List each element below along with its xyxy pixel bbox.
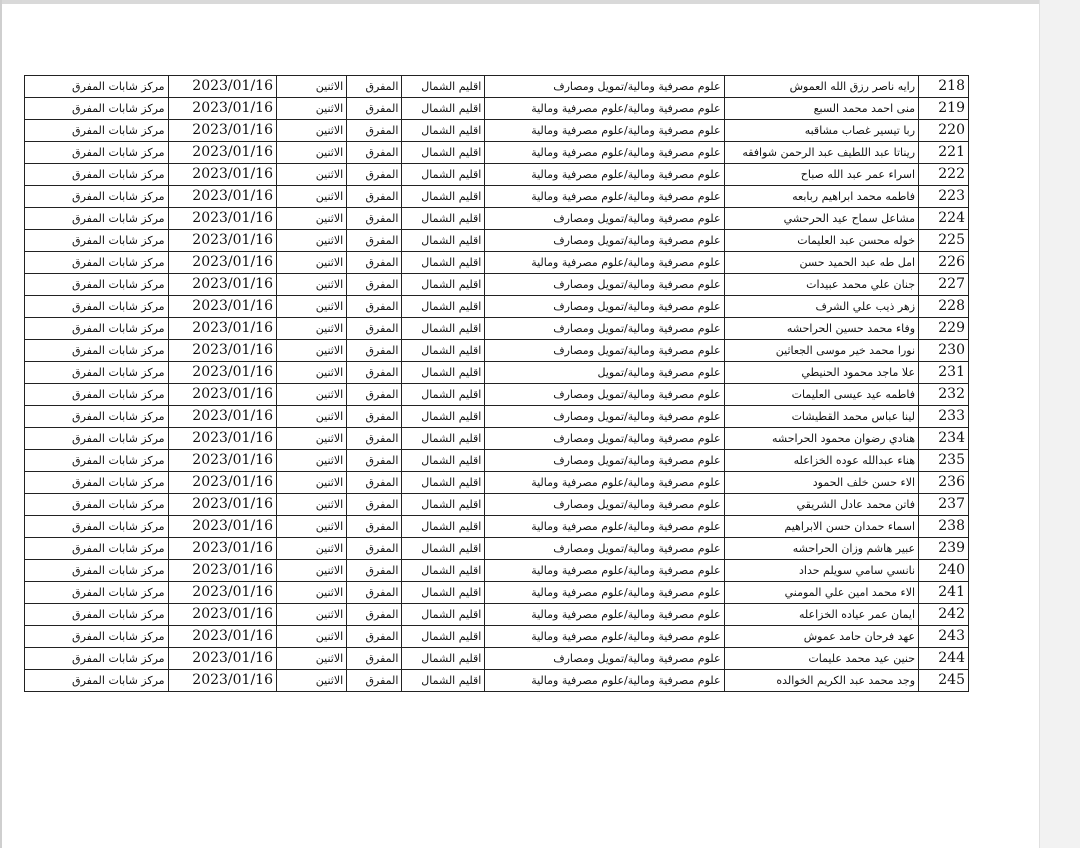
student-name-cell: حنين عيد محمد عليمات: [724, 648, 919, 670]
specialty-cell: علوم مصرفية ومالية/تمويل ومصارف: [485, 494, 724, 516]
exam-date-cell: 2023/01/16: [168, 626, 276, 648]
region-cell: اقليم الشمال: [402, 142, 485, 164]
exam-day-cell: الاثنين: [277, 296, 347, 318]
row-number-cell: 244: [919, 648, 969, 670]
exam-day-cell: الاثنين: [277, 340, 347, 362]
exam-day-cell: الاثنين: [277, 208, 347, 230]
specialty-cell: علوم مصرفية ومالية/علوم مصرفية ومالية: [485, 626, 724, 648]
region-cell: اقليم الشمال: [402, 538, 485, 560]
specialty-cell: علوم مصرفية ومالية/علوم مصرفية ومالية: [485, 120, 724, 142]
row-number-cell: 237: [919, 494, 969, 516]
exam-date-cell: 2023/01/16: [168, 560, 276, 582]
row-number-cell: 236: [919, 472, 969, 494]
region-cell: اقليم الشمال: [402, 230, 485, 252]
student-name-cell: منى احمد محمد السبع: [724, 98, 919, 120]
exam-day-cell: الاثنين: [277, 318, 347, 340]
specialty-cell: علوم مصرفية ومالية/تمويل ومصارف: [485, 428, 724, 450]
exam-day-cell: الاثنين: [277, 670, 347, 692]
exam-date-cell: 2023/01/16: [168, 76, 276, 98]
table-row: [25, 340, 969, 362]
specialty-cell: علوم مصرفية ومالية/علوم مصرفية ومالية: [485, 142, 724, 164]
row-number-cell: 220: [919, 120, 969, 142]
exam-date-cell: 2023/01/16: [168, 252, 276, 274]
exam-day-cell: الاثنين: [277, 494, 347, 516]
city-cell: المفرق: [347, 428, 402, 450]
exam-date-cell: 2023/01/16: [168, 340, 276, 362]
exam-center-cell: مركز شابات المفرق: [25, 208, 169, 230]
exam-day-cell: الاثنين: [277, 362, 347, 384]
specialty-cell: علوم مصرفية ومالية/علوم مصرفية ومالية: [485, 516, 724, 538]
city-cell: المفرق: [347, 296, 402, 318]
exam-center-cell: مركز شابات المفرق: [25, 670, 169, 692]
exam-date-cell: 2023/01/16: [168, 582, 276, 604]
student-name-cell: فاتن محمد عادل الشريقي: [724, 494, 919, 516]
specialty-cell: علوم مصرفية ومالية/تمويل ومصارف: [485, 274, 724, 296]
student-name-cell: رايه ناصر رزق الله العموش: [724, 76, 919, 98]
specialty-cell: علوم مصرفية ومالية/علوم مصرفية ومالية: [485, 670, 724, 692]
student-name-cell: ربا تيسير غصاب مشاقبه: [724, 120, 919, 142]
city-cell: المفرق: [347, 230, 402, 252]
region-cell: اقليم الشمال: [402, 582, 485, 604]
row-number-cell: 225: [919, 230, 969, 252]
exam-day-cell: الاثنين: [277, 648, 347, 670]
exam-center-cell: مركز شابات المفرق: [25, 186, 169, 208]
region-cell: اقليم الشمال: [402, 98, 485, 120]
exam-day-cell: الاثنين: [277, 98, 347, 120]
exam-day-cell: الاثنين: [277, 186, 347, 208]
city-cell: المفرق: [347, 98, 402, 120]
city-cell: المفرق: [347, 274, 402, 296]
row-number-cell: 239: [919, 538, 969, 560]
city-cell: المفرق: [347, 560, 402, 582]
table-row: [25, 296, 969, 318]
row-number-cell: 243: [919, 626, 969, 648]
table-row: [25, 450, 969, 472]
region-cell: اقليم الشمال: [402, 670, 485, 692]
table-row: [25, 626, 969, 648]
region-cell: اقليم الشمال: [402, 450, 485, 472]
exam-day-cell: الاثنين: [277, 406, 347, 428]
exam-date-cell: 2023/01/16: [168, 98, 276, 120]
student-name-cell: عبير هاشم وزان الحراحشه: [724, 538, 919, 560]
city-cell: المفرق: [347, 406, 402, 428]
specialty-cell: علوم مصرفية ومالية/تمويل ومصارف: [485, 406, 724, 428]
specialty-cell: علوم مصرفية ومالية/علوم مصرفية ومالية: [485, 98, 724, 120]
exam-center-cell: مركز شابات المفرق: [25, 406, 169, 428]
exam-center-cell: مركز شابات المفرق: [25, 76, 169, 98]
table-row: [25, 208, 969, 230]
row-number-cell: 232: [919, 384, 969, 406]
student-name-cell: مشاعل سماح عيد الحرحشي: [724, 208, 919, 230]
row-number-cell: 230: [919, 340, 969, 362]
region-cell: اقليم الشمال: [402, 340, 485, 362]
exam-center-cell: مركز شابات المفرق: [25, 142, 169, 164]
exam-center-cell: مركز شابات المفرق: [25, 516, 169, 538]
student-name-cell: عهد فرحان حامد عموش: [724, 626, 919, 648]
city-cell: المفرق: [347, 604, 402, 626]
region-cell: اقليم الشمال: [402, 604, 485, 626]
specialty-cell: علوم مصرفية ومالية/تمويل ومصارف: [485, 340, 724, 362]
city-cell: المفرق: [347, 582, 402, 604]
region-cell: اقليم الشمال: [402, 648, 485, 670]
row-number-cell: 221: [919, 142, 969, 164]
row-number-cell: 231: [919, 362, 969, 384]
specialty-cell: علوم مصرفية ومالية/علوم مصرفية ومالية: [485, 472, 724, 494]
city-cell: المفرق: [347, 670, 402, 692]
row-number-cell: 222: [919, 164, 969, 186]
exam-day-cell: الاثنين: [277, 472, 347, 494]
student-name-cell: علا ماجد محمود الحنيطي: [724, 362, 919, 384]
exam-day-cell: الاثنين: [277, 428, 347, 450]
city-cell: المفرق: [347, 516, 402, 538]
region-cell: اقليم الشمال: [402, 362, 485, 384]
table-row: [25, 472, 969, 494]
row-number-cell: 238: [919, 516, 969, 538]
student-name-cell: نانسي سامي سويلم حداد: [724, 560, 919, 582]
city-cell: المفرق: [347, 450, 402, 472]
table-row: [25, 648, 969, 670]
exam-date-cell: 2023/01/16: [168, 142, 276, 164]
exam-center-cell: مركز شابات المفرق: [25, 318, 169, 340]
student-name-cell: امل طه عبد الحميد حسن: [724, 252, 919, 274]
student-name-cell: هناء عبدالله عوده الخزاعله: [724, 450, 919, 472]
exam-day-cell: الاثنين: [277, 560, 347, 582]
exam-center-cell: مركز شابات المفرق: [25, 252, 169, 274]
region-cell: اقليم الشمال: [402, 208, 485, 230]
roster-table: [24, 75, 969, 692]
exam-center-cell: مركز شابات المفرق: [25, 626, 169, 648]
exam-center-cell: مركز شابات المفرق: [25, 604, 169, 626]
city-cell: المفرق: [347, 384, 402, 406]
table-row: [25, 494, 969, 516]
exam-date-cell: 2023/01/16: [168, 472, 276, 494]
student-name-cell: لينا عباس محمد القطيشات: [724, 406, 919, 428]
exam-day-cell: الاثنين: [277, 582, 347, 604]
student-name-cell: خوله محسن عبد العليمات: [724, 230, 919, 252]
student-name-cell: الاء حسن خلف الحمود: [724, 472, 919, 494]
exam-day-cell: الاثنين: [277, 274, 347, 296]
region-cell: اقليم الشمال: [402, 164, 485, 186]
region-cell: اقليم الشمال: [402, 406, 485, 428]
table-row: [25, 516, 969, 538]
student-name-cell: اسراء عمر عبد الله صباح: [724, 164, 919, 186]
specialty-cell: علوم مصرفية ومالية/تمويل: [485, 362, 724, 384]
region-cell: اقليم الشمال: [402, 516, 485, 538]
city-cell: المفرق: [347, 362, 402, 384]
region-cell: اقليم الشمال: [402, 472, 485, 494]
city-cell: المفرق: [347, 76, 402, 98]
exam-center-cell: مركز شابات المفرق: [25, 98, 169, 120]
exam-center-cell: مركز شابات المفرق: [25, 494, 169, 516]
city-cell: المفرق: [347, 648, 402, 670]
row-number-cell: 241: [919, 582, 969, 604]
specialty-cell: علوم مصرفية ومالية/علوم مصرفية ومالية: [485, 560, 724, 582]
exam-day-cell: الاثنين: [277, 230, 347, 252]
specialty-cell: علوم مصرفية ومالية/تمويل ومصارف: [485, 538, 724, 560]
region-cell: اقليم الشمال: [402, 560, 485, 582]
row-number-cell: 240: [919, 560, 969, 582]
exam-center-cell: مركز شابات المفرق: [25, 560, 169, 582]
exam-day-cell: الاثنين: [277, 142, 347, 164]
exam-center-cell: مركز شابات المفرق: [25, 362, 169, 384]
exam-day-cell: الاثنين: [277, 252, 347, 274]
region-cell: اقليم الشمال: [402, 252, 485, 274]
region-cell: اقليم الشمال: [402, 186, 485, 208]
exam-date-cell: 2023/01/16: [168, 648, 276, 670]
table-row: [25, 186, 969, 208]
exam-center-cell: مركز شابات المفرق: [25, 428, 169, 450]
table-row: [25, 318, 969, 340]
city-cell: المفرق: [347, 208, 402, 230]
row-number-cell: 228: [919, 296, 969, 318]
table-row: [25, 76, 969, 98]
exam-date-cell: 2023/01/16: [168, 230, 276, 252]
exam-center-cell: مركز شابات المفرق: [25, 384, 169, 406]
city-cell: المفرق: [347, 142, 402, 164]
exam-date-cell: 2023/01/16: [168, 274, 276, 296]
exam-date-cell: 2023/01/16: [168, 164, 276, 186]
specialty-cell: علوم مصرفية ومالية/تمويل ومصارف: [485, 450, 724, 472]
table-row: [25, 164, 969, 186]
region-cell: اقليم الشمال: [402, 428, 485, 450]
row-number-cell: 218: [919, 76, 969, 98]
table-row: [25, 560, 969, 582]
specialty-cell: علوم مصرفية ومالية/تمويل ومصارف: [485, 648, 724, 670]
row-number-cell: 226: [919, 252, 969, 274]
specialty-cell: علوم مصرفية ومالية/علوم مصرفية ومالية: [485, 252, 724, 274]
exam-date-cell: 2023/01/16: [168, 208, 276, 230]
right-margin-shade: [1039, 0, 1080, 848]
student-name-cell: اسماء حمدان حسن الابراهيم: [724, 516, 919, 538]
specialty-cell: علوم مصرفية ومالية/تمويل ومصارف: [485, 384, 724, 406]
specialty-cell: علوم مصرفية ومالية/علوم مصرفية ومالية: [485, 604, 724, 626]
row-number-cell: 242: [919, 604, 969, 626]
region-cell: اقليم الشمال: [402, 494, 485, 516]
exam-day-cell: الاثنين: [277, 120, 347, 142]
region-cell: اقليم الشمال: [402, 120, 485, 142]
specialty-cell: علوم مصرفية ومالية/علوم مصرفية ومالية: [485, 582, 724, 604]
exam-date-cell: 2023/01/16: [168, 406, 276, 428]
exam-center-cell: مركز شابات المفرق: [25, 538, 169, 560]
exam-date-cell: 2023/01/16: [168, 516, 276, 538]
row-number-cell: 224: [919, 208, 969, 230]
row-number-cell: 245: [919, 670, 969, 692]
city-cell: المفرق: [347, 472, 402, 494]
table-row: [25, 384, 969, 406]
row-number-cell: 233: [919, 406, 969, 428]
exam-center-cell: مركز شابات المفرق: [25, 648, 169, 670]
city-cell: المفرق: [347, 626, 402, 648]
city-cell: المفرق: [347, 164, 402, 186]
table-row: [25, 428, 969, 450]
table-row: [25, 120, 969, 142]
student-name-cell: وفاء محمد حسين الحراحشه: [724, 318, 919, 340]
student-name-cell: زهر ذيب علي الشرف: [724, 296, 919, 318]
exam-date-cell: 2023/01/16: [168, 494, 276, 516]
region-cell: اقليم الشمال: [402, 274, 485, 296]
exam-day-cell: الاثنين: [277, 626, 347, 648]
table-row: [25, 230, 969, 252]
exam-date-cell: 2023/01/16: [168, 450, 276, 472]
specialty-cell: علوم مصرفية ومالية/تمويل ومصارف: [485, 296, 724, 318]
exam-day-cell: الاثنين: [277, 604, 347, 626]
exam-date-cell: 2023/01/16: [168, 384, 276, 406]
specialty-cell: علوم مصرفية ومالية/علوم مصرفية ومالية: [485, 164, 724, 186]
table-row: [25, 362, 969, 384]
row-number-cell: 235: [919, 450, 969, 472]
exam-center-cell: مركز شابات المفرق: [25, 450, 169, 472]
city-cell: المفرق: [347, 340, 402, 362]
left-border: [0, 0, 2, 848]
exam-center-cell: مركز شابات المفرق: [25, 296, 169, 318]
exam-day-cell: الاثنين: [277, 384, 347, 406]
exam-center-cell: مركز شابات المفرق: [25, 120, 169, 142]
exam-date-cell: 2023/01/16: [168, 186, 276, 208]
exam-date-cell: 2023/01/16: [168, 604, 276, 626]
exam-date-cell: 2023/01/16: [168, 120, 276, 142]
exam-center-cell: مركز شابات المفرق: [25, 274, 169, 296]
city-cell: المفرق: [347, 538, 402, 560]
table-row: [25, 274, 969, 296]
row-number-cell: 219: [919, 98, 969, 120]
specialty-cell: علوم مصرفية ومالية/تمويل ومصارف: [485, 230, 724, 252]
exam-center-cell: مركز شابات المفرق: [25, 230, 169, 252]
exam-center-cell: مركز شابات المفرق: [25, 164, 169, 186]
student-name-cell: فاطمه محمد ابراهيم ربابعه: [724, 186, 919, 208]
city-cell: المفرق: [347, 120, 402, 142]
student-name-cell: ريناتا عبد اللطيف عبد الرحمن شوافقه: [724, 142, 919, 164]
student-name-cell: جنان علي محمد عبيدات: [724, 274, 919, 296]
city-cell: المفرق: [347, 318, 402, 340]
top-border: [0, 0, 1040, 4]
table-row: [25, 670, 969, 692]
exam-date-cell: 2023/01/16: [168, 296, 276, 318]
exam-date-cell: 2023/01/16: [168, 670, 276, 692]
student-name-cell: وجد محمد عبد الكريم الخوالده: [724, 670, 919, 692]
city-cell: المفرق: [347, 494, 402, 516]
specialty-cell: علوم مصرفية ومالية/تمويل ومصارف: [485, 76, 724, 98]
exam-date-cell: 2023/01/16: [168, 318, 276, 340]
region-cell: اقليم الشمال: [402, 296, 485, 318]
table-row: [25, 538, 969, 560]
specialty-cell: علوم مصرفية ومالية/تمويل ومصارف: [485, 208, 724, 230]
roster-table-body: [25, 76, 969, 692]
row-number-cell: 223: [919, 186, 969, 208]
student-name-cell: فاطمه عيد عيسى العليمات: [724, 384, 919, 406]
region-cell: اقليم الشمال: [402, 318, 485, 340]
exam-day-cell: الاثنين: [277, 450, 347, 472]
table-row: [25, 142, 969, 164]
row-number-cell: 227: [919, 274, 969, 296]
row-number-cell: 234: [919, 428, 969, 450]
row-number-cell: 229: [919, 318, 969, 340]
student-name-cell: ايمان عمر عياده الخزاعله: [724, 604, 919, 626]
exam-date-cell: 2023/01/16: [168, 428, 276, 450]
exam-center-cell: مركز شابات المفرق: [25, 340, 169, 362]
exam-day-cell: الاثنين: [277, 164, 347, 186]
table-row: [25, 98, 969, 120]
exam-day-cell: الاثنين: [277, 516, 347, 538]
exam-date-cell: 2023/01/16: [168, 362, 276, 384]
specialty-cell: علوم مصرفية ومالية/علوم مصرفية ومالية: [485, 186, 724, 208]
city-cell: المفرق: [347, 252, 402, 274]
exam-day-cell: الاثنين: [277, 76, 347, 98]
exam-center-cell: مركز شابات المفرق: [25, 582, 169, 604]
student-name-cell: هنادي رضوان محمود الحراحشه: [724, 428, 919, 450]
specialty-cell: علوم مصرفية ومالية/تمويل ومصارف: [485, 318, 724, 340]
student-name-cell: الاء محمد امين علي المومني: [724, 582, 919, 604]
student-name-cell: نورا محمد خير موسى الجعاثين: [724, 340, 919, 362]
table-row: [25, 252, 969, 274]
region-cell: اقليم الشمال: [402, 626, 485, 648]
table-row: [25, 604, 969, 626]
region-cell: اقليم الشمال: [402, 76, 485, 98]
region-cell: اقليم الشمال: [402, 384, 485, 406]
table-row: [25, 406, 969, 428]
table-row: [25, 582, 969, 604]
exam-day-cell: الاثنين: [277, 538, 347, 560]
city-cell: المفرق: [347, 186, 402, 208]
exam-center-cell: مركز شابات المفرق: [25, 472, 169, 494]
exam-date-cell: 2023/01/16: [168, 538, 276, 560]
